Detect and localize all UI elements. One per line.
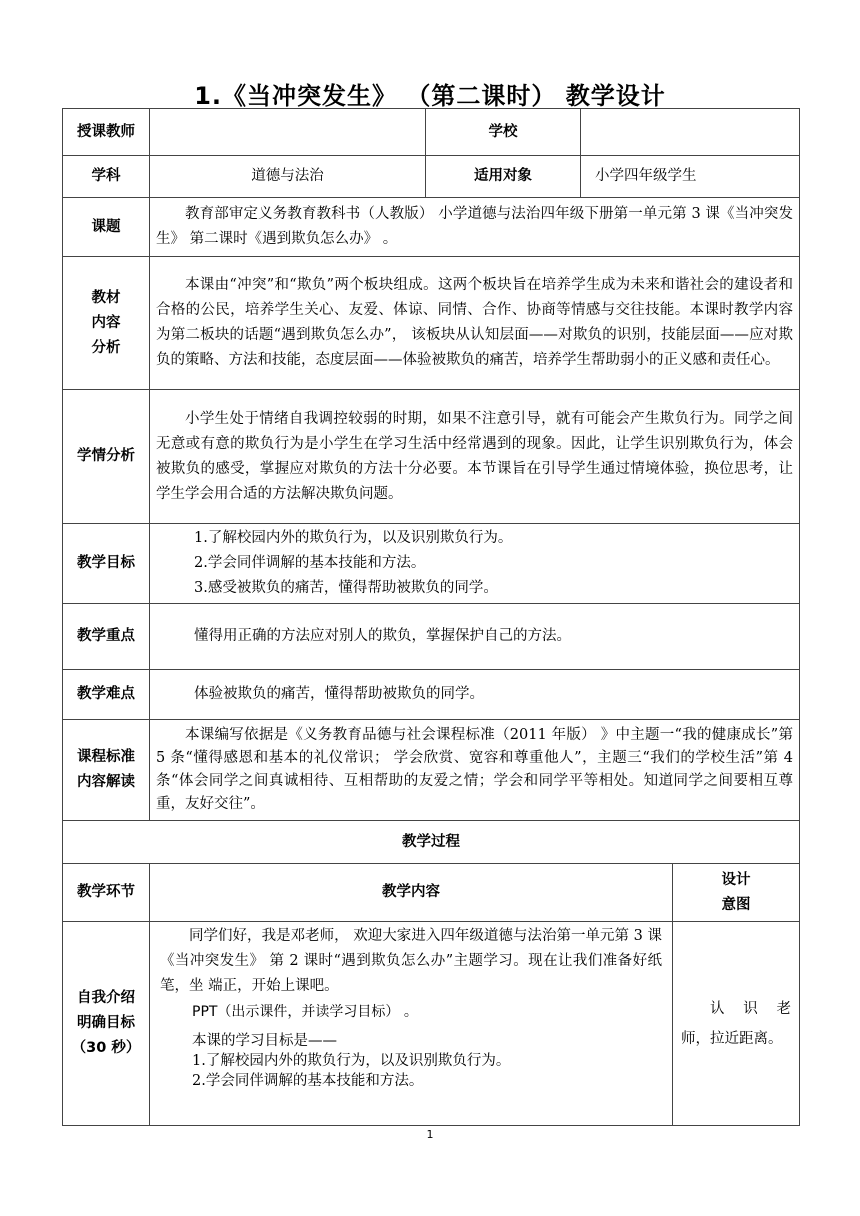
stage1-paragraph: 同学们好，我是邓老师， 欢迎大家进入四年级道德与法治第一单元第 3 课《当冲突发生》 第 2 课时“遇到欺负怎么办”主题学习。现在让我们准备好纸笔，坐 端正，开始上课吧。: [160, 928, 662, 994]
goal-label: 教学目标: [63, 524, 150, 604]
teacher-value: [150, 109, 426, 156]
row-process-columns: [63, 864, 800, 922]
key-label: 教学重点: [63, 604, 150, 670]
learner-label: 学情分析: [63, 390, 150, 524]
material-label-line3: 分析: [91, 339, 121, 356]
audience-label: 适用对象: [426, 156, 581, 198]
key-text: 懂得用正确的方法应对别人的欺负，掌握保护自己的方法。: [150, 604, 800, 670]
stage1-label: [63, 922, 150, 1126]
row-stage-1: [63, 922, 800, 1126]
page-number: 1: [426, 1128, 434, 1141]
stage1-goal-item: 2.学会同伴调解的基本技能和方法。: [192, 1073, 424, 1089]
audience-value: 小学四年级学生: [581, 156, 800, 198]
goal-item: 3.感受被欺负的痛苦，懂得帮助被欺负的同学。: [194, 580, 498, 596]
stage1-content: [150, 922, 673, 1126]
school-label-text: 学校: [488, 123, 518, 140]
stage1-label-line3: （30 秒）: [71, 1040, 141, 1056]
goal-item: 1.了解校园内外的欺负行为，以及识别欺负行为。: [194, 530, 513, 546]
subject-value: 道德与法治: [150, 156, 426, 198]
standard-text: 本课编写依据是《义务教育品德与社会课程标准（2011 年版） 》中主题一“我的健康成长”第 5 条“懂得感恩和基本的礼仪常识； 学会欣赏、宽容和尊重他人”，主题三“我们的学校生活”第 4 条“体会同学之间真诚相待、互相帮助的友爱之情；学会和同学平等相处。知道同学之间要相互尊重，友好交往”。: [150, 720, 800, 821]
row-goals: [63, 524, 800, 604]
row-material: [63, 257, 800, 390]
school-label: [426, 109, 581, 156]
col-intent-header: [673, 864, 800, 922]
material-label: [63, 257, 150, 390]
document-title: 1.《当冲突发生》 （第二课时） 教学设计: [194, 82, 666, 110]
material-text: 本课由“冲突”和“欺负”两个板块组成。这两个板块旨在培养学生成为未来和谐社会的建设者和合格的公民，培养学生关心、友爱、体谅、同情、合作、协商等情感与交往技能。本课时教学内容为第二板块的话题“遇到欺负怎么办”， 该板块从认知层面——对欺负的识别，技能层面——应对欺负的策略、方法和技能，态度层面——体验被欺负的痛苦，培养学生帮助弱小的正义感和责任心。: [150, 257, 800, 390]
goal-list: [150, 524, 800, 604]
difficulty-label: 教学难点: [63, 670, 150, 720]
process-heading: 教学过程: [63, 821, 800, 864]
school-value: [581, 109, 800, 156]
stage1-goal-item: 1.了解校园内外的欺负行为，以及识别欺负行为。: [192, 1053, 511, 1069]
col-content-header: 教学内容: [150, 864, 673, 922]
row-key: [63, 604, 800, 670]
row-learner: [63, 390, 800, 524]
stage1-goal-intro: 本课的学习目标是——: [192, 1033, 337, 1049]
col-stage-header: 教学环节: [63, 864, 150, 922]
difficulty-text: 体验被欺负的痛苦，懂得帮助被欺负的同学。: [150, 670, 800, 720]
stage1-ppt-note: PPT（出示课件，并读学习目标） 。: [192, 1004, 418, 1020]
material-label-line2: 内容: [91, 314, 121, 331]
subject-label: 学科: [63, 156, 150, 198]
col-intent-line2: 意图: [721, 896, 751, 913]
standard-label-line1: 课程标准: [77, 749, 135, 765]
row-standard: [63, 720, 800, 821]
stage1-label-line2: 明确目标: [77, 1015, 135, 1031]
stage1-label-line1: 自我介绍: [77, 990, 135, 1006]
stage1-intent: 认 识 老 师，拉近距离。: [673, 922, 800, 1126]
learner-text: 小学生处于情绪自我调控较弱的时期，如果不注意引导，就有可能会产生欺负行为。同学之间无意或有意的欺负行为是小学生在学习生活中经常遇到的现象。因此，让学生识别欺负行为，体会被欺负的感受，掌握应对欺负的方法十分必要。本节课旨在引导学生通过情境体验，换位思考，让学生学会用合适的方法解决欺负问题。: [150, 390, 800, 524]
teacher-label: 授课教师: [63, 109, 150, 156]
col-intent-line1: 设计: [721, 871, 751, 888]
goal-item: 2.学会同伴调解的基本技能和方法。: [194, 555, 426, 571]
row-teacher-school: [63, 109, 800, 156]
row-topic: [63, 198, 800, 257]
standard-label-line2: 内容解读: [77, 774, 135, 790]
standard-label: [63, 720, 150, 821]
row-process-heading: [63, 821, 800, 864]
lesson-plan-table: [62, 108, 800, 1126]
topic-text: 教育部审定义务教育教科书（人教版） 小学道德与法治四年级下册第一单元第 3 课《当冲突发生》 第二课时《遇到欺负怎么办》 。: [150, 198, 800, 257]
row-subject-audience: [63, 156, 800, 198]
topic-label: 课题: [63, 198, 150, 257]
material-label-line1: 教材: [91, 289, 121, 306]
row-difficulty: [63, 670, 800, 720]
